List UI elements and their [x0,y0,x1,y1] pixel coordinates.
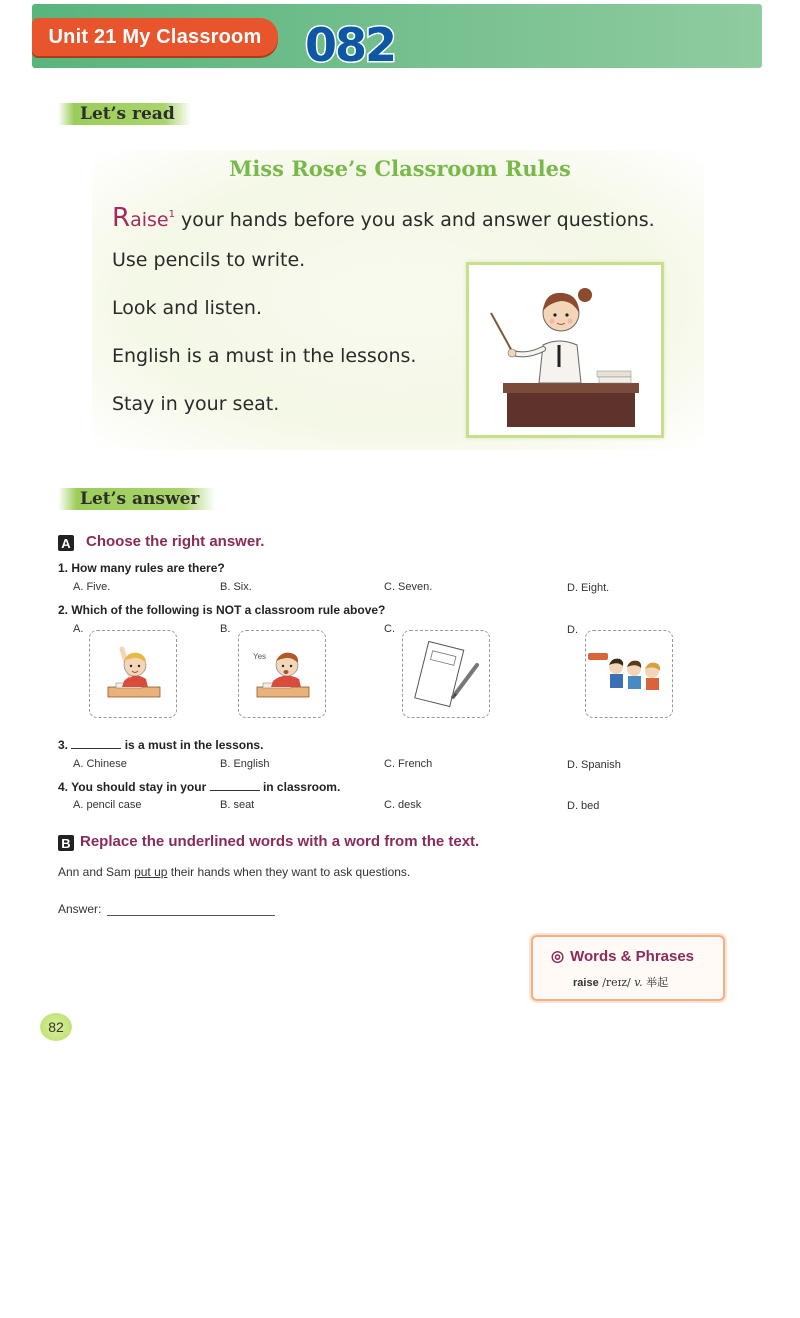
rule-5: Stay in your seat. [112,393,280,415]
rule-2: Use pencils to write. [112,249,306,271]
teacher-illustration [466,262,664,438]
vocab-phonetic: /reɪz/ [602,976,631,989]
dropcap-letter: R [112,203,131,233]
vocab-word: raise [573,977,599,989]
q3-option-d: D. Spanish [567,759,621,771]
q1-option-c: C. Seven. [384,581,433,593]
q4-prefix: 4. You should stay in your [58,780,207,794]
lets-answer-tag: Let’s answer [58,488,215,510]
rule-4: English is a must in the lessons. [112,345,417,367]
answer-label: Answer: [58,902,102,916]
bullseye-icon: ◎ [551,948,565,965]
reading-title: Miss Rose’s Classroom Rules [229,156,571,181]
yes-speech-text: Yes [253,652,267,661]
q4-suffix: in classroom. [262,780,341,794]
q1-option-a: A. Five. [73,581,111,593]
rule-1-colored: aise [130,209,169,231]
q2-option-b-label: B. [220,623,231,635]
q2-option-a-label: A. [73,623,84,635]
part-b-badge: B [58,835,74,851]
q4-option-b: B. seat [220,799,255,811]
page-number: 82 [40,1013,72,1041]
footnote-mark: 1 [168,208,175,220]
q4-option-d: D. bed [567,800,600,812]
q3-option-a: A. Chinese [73,758,127,770]
answer-line[interactable] [107,915,275,916]
q3-number: 3. [58,738,69,752]
underlined-phrase: put up [134,865,168,879]
q4-option-c: C. desk [384,799,422,811]
part-a-heading: Choose the right answer. [86,533,265,550]
q4-option-a: A. pencil case [73,799,142,811]
rule-3: Look and listen. [112,297,263,319]
q2-option-c-label: C. [384,623,395,635]
rule-1-rest: your hands before you ask and answer questions. [174,209,655,231]
sentence-after: their hands when they want to ask questions. [167,865,411,879]
q3-option-c: C. French [384,758,433,770]
part-b-sentence [58,865,410,879]
part-a-badge: A [58,535,74,551]
q3-option-b: B. English [220,758,270,770]
part-b-heading: Replace the underlined words with a word from the text. [80,833,480,850]
vocab-entry [573,974,668,990]
words-phrases-label: Words & Phrases [570,948,695,965]
q2-option-d-label: D. [567,624,578,636]
page-code: 082 [305,18,396,72]
question-3 [58,738,263,752]
q2-picture-b [238,630,326,718]
vocab-pos: v. [634,976,643,989]
q2-picture-d [585,630,673,718]
unit-label: Unit 21 My Classroom [32,18,278,56]
q4-blank[interactable] [210,780,260,791]
words-phrases-box [531,935,725,1001]
q1-option-d: D. Eight. [567,582,610,594]
q2-picture-a [89,630,177,718]
rule-1 [112,203,655,233]
words-phrases-title [551,947,694,965]
q1-option-b: B. Six. [220,581,252,593]
question-4 [58,780,340,794]
q2-picture-c [402,630,490,718]
question-1: 1. How many rules are there? [58,561,225,575]
q3-suffix: is a must in the lessons. [124,738,264,752]
lets-read-tag: Let’s read [58,103,191,125]
q3-blank[interactable] [71,738,121,749]
vocab-meaning: 举起 [646,976,669,989]
sentence-before: Ann and Sam [58,865,135,879]
question-2: 2. Which of the following is NOT a classroom rule above? [58,603,386,617]
